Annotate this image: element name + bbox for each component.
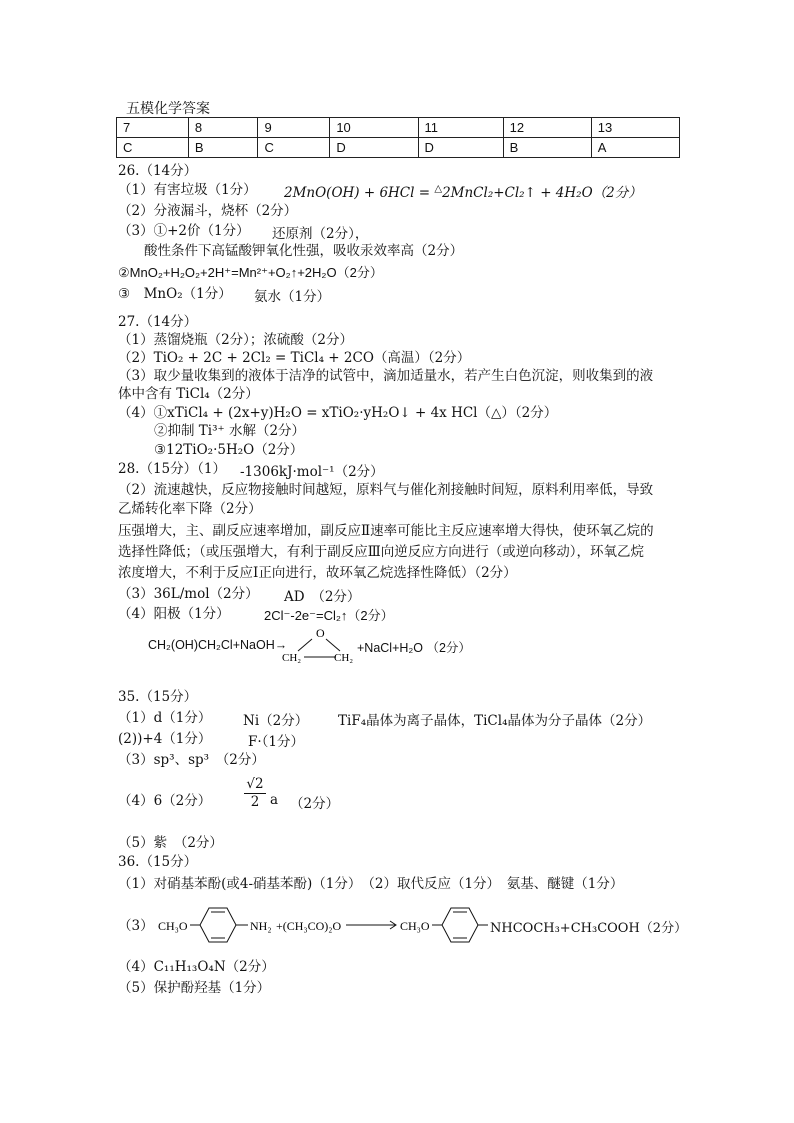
q28-line-2: 乙烯转化率下降（2分） [118,501,262,517]
q26-line-1b [284,181,642,201]
methoxy-group-right: CH₃O [400,919,430,933]
q28-heading-value: -1306kJ·mol⁻¹（2分） [240,464,384,480]
q27-line-2: （2）TiO₂ + 2C + 2Cl₂ = TiCl₄ + 2CO（高温）（2分） [118,350,471,366]
table-cell: D [330,138,418,158]
q35-fraction-var: a [270,792,279,808]
epoxide-oxygen: O [316,626,325,640]
table-cell: D [418,138,503,158]
q26-line-3a: （3）①+2价（1分） [118,223,250,239]
q28-line-1: （2）流速越快，反应物接触时间越短，原料气与催化剂接触时间短，原料利用率低，导致 [118,482,654,498]
table-cell: 10 [330,118,418,138]
q28-line-6a: （3）36L/mol（2分） [118,586,259,602]
q36-heading: 36.（15分） [118,854,198,870]
table-cell: 8 [188,118,258,138]
q35-line-5: （5）紫 （2分） [118,835,223,851]
q35-line-1a: （1）d（1分） [118,710,212,726]
table-cell: B [503,138,591,158]
q26-line-3b: 还原剂（2分）， [272,226,369,242]
q28-line-3: 压强增大，主、副反应速率增加，副反应Ⅱ速率可能比主反应速率增大得快，使环氧乙烷的 [118,523,654,539]
q26-equation-left: 2MnO(OH) + 6HCl = [284,185,435,201]
q28-heading: 28.（15分）（1） [118,461,226,477]
q27-line-1: （1）蒸馏烧瓶（2分）；浓硫酸（2分） [118,332,354,348]
fraction-denominator: 2 [250,794,260,810]
page-title: 五模化学答案 [126,101,210,117]
amino-group: NH₂ [250,919,272,933]
benzene-ring-icon [442,908,478,942]
q27-line-3: （3）取少量收集到的液体于洁净的试管中，滴加适量水，若产生白色沉淀，则收集到的液 [118,368,654,384]
q36-line-3-label: （3） [118,918,154,934]
epoxide-ch2-right: CH₂ [334,652,354,664]
table-cell: C [117,138,189,158]
q28-line-4: 选择性降低；（或压强增大，有利于副反应Ⅲ向逆反应方向进行（或逆向移动），环氧乙烷 [118,544,645,560]
fraction-numerator: √2 [244,776,266,794]
table-cell: 12 [503,118,591,138]
q26-line-2: （2）分液漏斗，烧杯（2分） [118,203,298,219]
table-cell: C [258,138,330,158]
q27-line-4: 体中含有 TiCl₄（2分） [118,386,259,402]
q28-equation-right: +NaCl+H₂O （2分） [357,641,471,655]
q26-line-4: 酸性条件下高锰酸钾氧化性强，吸收汞效率高（2分） [144,243,464,259]
acetic-anhydride: +(CH₃CO)₂O [276,919,342,933]
q36-line-1: （1）对硝基苯酚(或4-硝基苯酚)（1分） （2）取代反应（1分） 氨基、醚键（1分） [118,876,624,892]
q28-line-7a: （4）阳极（1分） [118,606,230,622]
q35-line-4a: （4）6（2分） [118,793,212,809]
q26-line-6a: ③ MnO₂（1分） [118,286,232,302]
table-cell: A [591,138,679,158]
q35-line-2a: (2))+4（1分） [118,731,212,747]
q27-line-7: ③12TiO₂·5H₂O（2分） [154,442,304,458]
q35-line-1c: TiF₄晶体为离子晶体，TiCl₄晶体为分子晶体（2分） [338,713,652,729]
table-row [117,118,680,138]
q35-line-4b: （2分） [290,796,340,812]
q27-line-5: （4）①xTiCl₄ + (2x+y)H₂O = xTiO₂·yH₂O↓ + 4x HCl（△）（2分） [118,405,558,421]
q26-line-6b: 氨水（1分） [254,289,331,305]
q36-reaction-scheme [158,900,488,950]
q36-line-5: （5）保护酚羟基（1分） [118,980,271,996]
q36-line-4: （4）C₁₁H₁₃O₄N（2分） [118,959,275,975]
q26-heading: 26.（14分） [118,163,198,179]
q36-product: NHCOCH₃+CH₃COOH（2分） [490,921,688,936]
answer-table [116,117,680,158]
q27-line-6: ②抑制 Ti³⁺ 水解（2分） [154,423,306,439]
epoxide-structure [282,625,358,665]
q28-line-5: 浓度增大，不利于反应Ⅰ正向进行，故环氧乙烷选择性降低）（2分） [118,565,517,581]
q35-line-1b: Ni（2分） [243,713,309,729]
methoxy-group-left: CH₃O [158,919,188,933]
table-cell: 13 [591,118,679,138]
q35-line-3: （3）sp³、sp³ （2分） [118,752,265,768]
table-cell: 9 [258,118,330,138]
table-row [117,138,680,158]
epoxide-ch2-left: CH₂ [282,652,302,664]
benzene-ring-icon [200,908,236,942]
q26-equation-right: 2MnCl₂+Cl₂↑ + 4H₂O（2分） [442,185,642,201]
table-cell: 11 [418,118,503,138]
q35-fraction [244,776,266,811]
q26-line-1a: （1）有害垃圾（1分） [118,182,257,198]
q26-line-5: ②MnO₂+H₂O₂+2H⁺=Mn²⁺+O₂↑+2H₂O（2分） [118,265,383,280]
q35-line-2b: F·（1分） [248,734,304,750]
q28-line-6b: AD （2分） [284,589,361,605]
table-cell: B [188,138,258,158]
q28-line-7b: 2Cl⁻-2e⁻=Cl₂↑（2分） [264,608,394,623]
q27-heading: 27.（14分） [118,314,198,330]
q35-heading: 35.（15分） [118,689,198,705]
q28-equation-left: CH₂(OH)CH₂Cl+NaOH→ [148,638,288,652]
heat-symbol: △ [434,183,443,195]
table-cell: 7 [117,118,189,138]
